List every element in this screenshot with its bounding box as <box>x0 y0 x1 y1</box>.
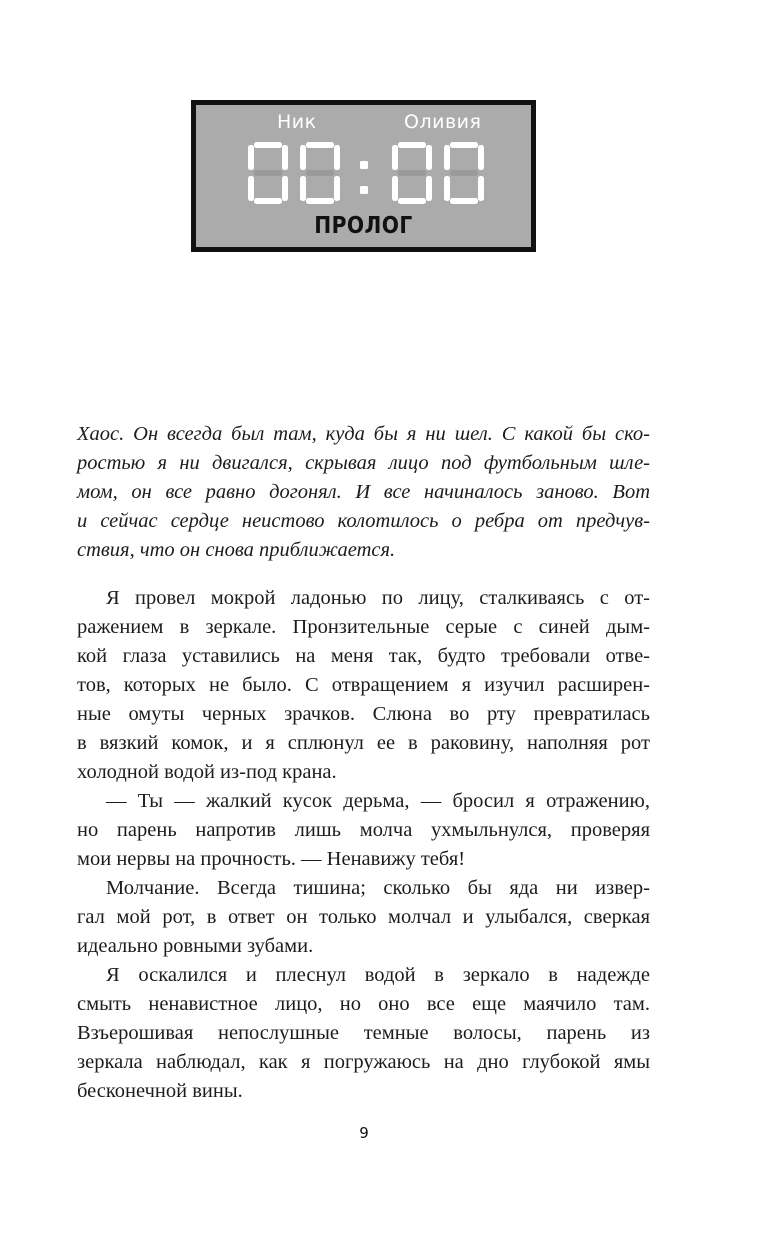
text-line: в вязкий комок, и я сплюнул ее в раковину, наполняя рот <box>77 732 650 754</box>
scoreboard <box>191 100 536 252</box>
chapter-title: ПРОЛОГ <box>314 213 413 239</box>
digit-segment-c <box>282 176 288 201</box>
text-line: холодной водой из-под крана. <box>77 761 337 783</box>
digit-segment-a <box>306 142 334 148</box>
text-line: — Ты — жалкий кусок дерьма, — бросил я отражению, <box>106 790 650 812</box>
text-line: Я оскалился и плеснул водой в зеркало в надежде <box>106 964 650 986</box>
text-line: гал мой рот, в ответ он только молчал и улыбался, сверкая <box>77 906 650 928</box>
digit-segment-c <box>426 176 432 201</box>
text-line: ные омуты черных зрачков. Слюна во рту превратилась <box>77 703 650 725</box>
score-separator-dot <box>360 186 368 194</box>
score-separator-dot <box>360 161 368 169</box>
text-line: ростью я ни двигался, скрывая лицо под футбольным шле- <box>77 452 650 474</box>
text-line: и сейчас сердце неистово колотилось о ребра от предчув- <box>77 510 650 532</box>
text-line: Молчание. Всегда тишина; сколько бы яда ни извер- <box>106 877 650 899</box>
digit-segment-d <box>398 198 426 204</box>
text-line: ражением в зеркале. Пронзительные серые с синей дым- <box>77 616 650 638</box>
digit-segment-g <box>254 170 282 176</box>
text-line: зеркала наблюдал, как я погружаюсь на дно глубокой ямы <box>77 1051 650 1073</box>
digit-segment-f <box>392 145 398 170</box>
digit-segment-a <box>254 142 282 148</box>
digit-segment-e <box>392 176 398 201</box>
digit-segment-b <box>426 145 432 170</box>
digit-segment-g <box>398 170 426 176</box>
digit-segment-g <box>306 170 334 176</box>
text-line: мом, он все равно догонял. И все начиналось заново. Вот <box>77 481 650 503</box>
text-line: Хаос. Он всегда был там, куда бы я ни шел. С какой бы ско- <box>77 423 650 445</box>
digit-segment-f <box>444 145 450 170</box>
digit-segment-b <box>478 145 484 170</box>
digit-segment-d <box>450 198 478 204</box>
team-right-label: Оливия <box>404 111 482 133</box>
text-line: но парень напротив лишь молча ухмыльнулся, проверяя <box>77 819 650 841</box>
digit-segment-g <box>450 170 478 176</box>
digit-segment-c <box>334 176 340 201</box>
page-number: 9 <box>359 1124 369 1142</box>
text-line: бесконечной вины. <box>77 1080 243 1102</box>
digit-segment-e <box>248 176 254 201</box>
digit-segment-b <box>282 145 288 170</box>
text-line: тов, которых не было. С отвращением я изучил расширен- <box>77 674 650 696</box>
text-line: идеально ровными зубами. <box>77 935 314 957</box>
digit-segment-e <box>300 176 306 201</box>
digit-segment-a <box>398 142 426 148</box>
digit-segment-f <box>248 145 254 170</box>
text-line: смыть ненавистное лицо, но оно все еще маячило там. <box>77 993 650 1015</box>
text-line: ствия, что он снова приближается. <box>77 539 396 561</box>
body-text <box>77 584 650 1106</box>
digit-segment-d <box>254 198 282 204</box>
digit-segment-e <box>444 176 450 201</box>
text-line: мои нервы на прочность. — Ненавижу тебя! <box>77 848 466 870</box>
text-line: кой глаза уставились на меня так, будто требовали отве- <box>77 645 650 667</box>
text-line: Я провел мокрой ладонью по лицу, сталкиваясь с от- <box>106 587 650 609</box>
digit-segment-d <box>306 198 334 204</box>
text-line: Взъерошивая непослушные темные волосы, парень из <box>77 1022 650 1044</box>
team-left-label: Ник <box>277 111 317 133</box>
intro-paragraph <box>77 420 650 565</box>
digit-segment-a <box>450 142 478 148</box>
digit-segment-b <box>334 145 340 170</box>
digit-segment-c <box>478 176 484 201</box>
digit-segment-f <box>300 145 306 170</box>
